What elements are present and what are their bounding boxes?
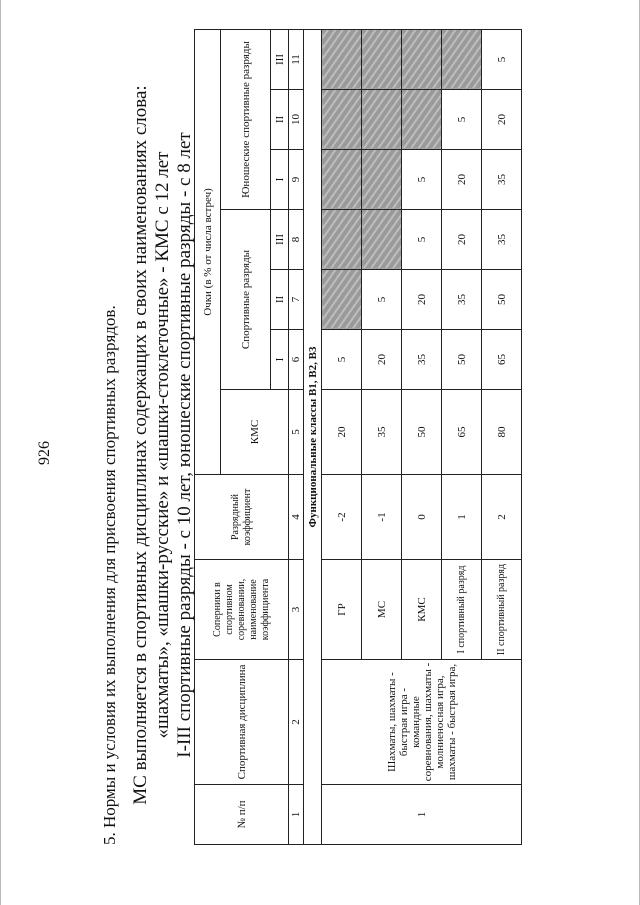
youth-iii-cell xyxy=(402,29,442,89)
header-kms: КМС xyxy=(221,390,289,475)
rank-iii-cell: 5 xyxy=(402,210,442,270)
rank-ii-cell: 5 xyxy=(362,270,402,330)
rank-iii-cell: 35 xyxy=(482,210,522,270)
header-youth-iii: III xyxy=(271,29,289,89)
col-index: 9 xyxy=(289,150,304,210)
youth-ii-cell xyxy=(322,90,362,150)
header-num: № п/п xyxy=(195,785,289,845)
col-index: 2 xyxy=(289,660,304,785)
youth-ii-cell xyxy=(402,90,442,150)
header-sport-ranks: Спортивные разряды xyxy=(221,210,271,390)
opponent-cell: I спортивный разряд xyxy=(442,560,482,660)
coef-cell: 0 xyxy=(402,475,442,560)
rank-ii-cell xyxy=(322,270,362,330)
kms-cell: 65 xyxy=(442,390,482,475)
coef-cell: -2 xyxy=(322,475,362,560)
col-index: 8 xyxy=(289,210,304,270)
header-youth-i: I xyxy=(271,150,289,210)
youth-i-cell: 5 xyxy=(402,150,442,210)
youth-iii-cell xyxy=(362,29,402,89)
rank-ii-cell: 20 xyxy=(402,270,442,330)
opponent-cell: КМС xyxy=(402,560,442,660)
intro-line: I-III спортивные разряды - с 10 лет, юношеские спортивные разряды - с 8 лет xyxy=(174,132,195,758)
col-index: 6 xyxy=(289,330,304,390)
rank-i-cell: 20 xyxy=(362,330,402,390)
functional-classes-heading: Функциональные классы В1, В2, В3 xyxy=(304,29,322,844)
header-youth-ii: II xyxy=(271,90,289,150)
header-rank-ii: II xyxy=(271,270,289,330)
rank-iii-cell xyxy=(362,210,402,270)
norms-table xyxy=(194,29,522,845)
col-index: 7 xyxy=(289,270,304,330)
rank-i-cell: 35 xyxy=(402,330,442,390)
rank-ii-cell: 35 xyxy=(442,270,482,330)
discipline-cell: Шахматы, шахматы - быстрая игра - командные соревнования, шахматы - молниеносная игра, шахматы - быстрая игра, xyxy=(322,660,522,785)
youth-ii-cell: 20 xyxy=(482,90,522,150)
col-index: 1 xyxy=(289,785,304,845)
header-points: Очки (в % от числа встреч) xyxy=(195,29,221,474)
header-rank-i: I xyxy=(271,330,289,390)
kms-cell: 35 xyxy=(362,390,402,475)
rank-ii-cell: 50 xyxy=(482,270,522,330)
header-rank-iii: III xyxy=(271,210,289,270)
header-youth-ranks: Юношеские спортивные разряды xyxy=(221,29,271,209)
intro-paragraph xyxy=(130,65,196,825)
col-index: 3 xyxy=(289,560,304,660)
header-coefficient: Разрядный коэффициент xyxy=(195,475,289,560)
col-index: 4 xyxy=(289,475,304,560)
section-title: 5. Нормы и условия их выполнения для присвоения спортивных разрядов. xyxy=(100,305,119,845)
intro-line: МС выполняется в спортивных дисциплинах содержащих в своих наименованиях слова: xyxy=(130,85,151,805)
youth-iii-cell xyxy=(442,29,482,89)
youth-i-cell xyxy=(362,150,402,210)
page-number: 926 xyxy=(36,441,53,465)
coef-cell: -1 xyxy=(362,475,402,560)
rank-i-cell: 5 xyxy=(322,330,362,390)
coef-cell: 1 xyxy=(442,475,482,560)
youth-i-cell xyxy=(322,150,362,210)
col-index: 5 xyxy=(289,390,304,475)
youth-i-cell: 20 xyxy=(442,150,482,210)
rank-i-cell: 50 xyxy=(442,330,482,390)
header-opponents: Соперники в спортивном соревновании, наименование коэффициента xyxy=(195,560,289,660)
col-index: 10 xyxy=(289,90,304,150)
youth-iii-cell: 5 xyxy=(482,29,522,89)
rank-i-cell: 65 xyxy=(482,330,522,390)
youth-ii-cell: 5 xyxy=(442,90,482,150)
opponent-cell: МС xyxy=(362,560,402,660)
opponent-cell: II спортивный разряд xyxy=(482,560,522,660)
intro-line: «шахматы», «шашки-русские» и «шашки-стоклеточные» - КМС с 12 лет xyxy=(152,151,173,739)
rank-iii-cell: 20 xyxy=(442,210,482,270)
kms-cell: 80 xyxy=(482,390,522,475)
kms-cell: 50 xyxy=(402,390,442,475)
rank-iii-cell xyxy=(322,210,362,270)
opponent-cell: ГР xyxy=(322,560,362,660)
youth-i-cell: 35 xyxy=(482,150,522,210)
kms-cell: 20 xyxy=(322,390,362,475)
youth-iii-cell xyxy=(322,29,362,89)
header-discipline: Спортивная дисциплина xyxy=(195,660,289,785)
coef-cell: 2 xyxy=(482,475,522,560)
row-number: 1 xyxy=(322,785,522,845)
col-index: 11 xyxy=(289,29,304,89)
table-row xyxy=(322,29,362,844)
youth-ii-cell xyxy=(362,90,402,150)
